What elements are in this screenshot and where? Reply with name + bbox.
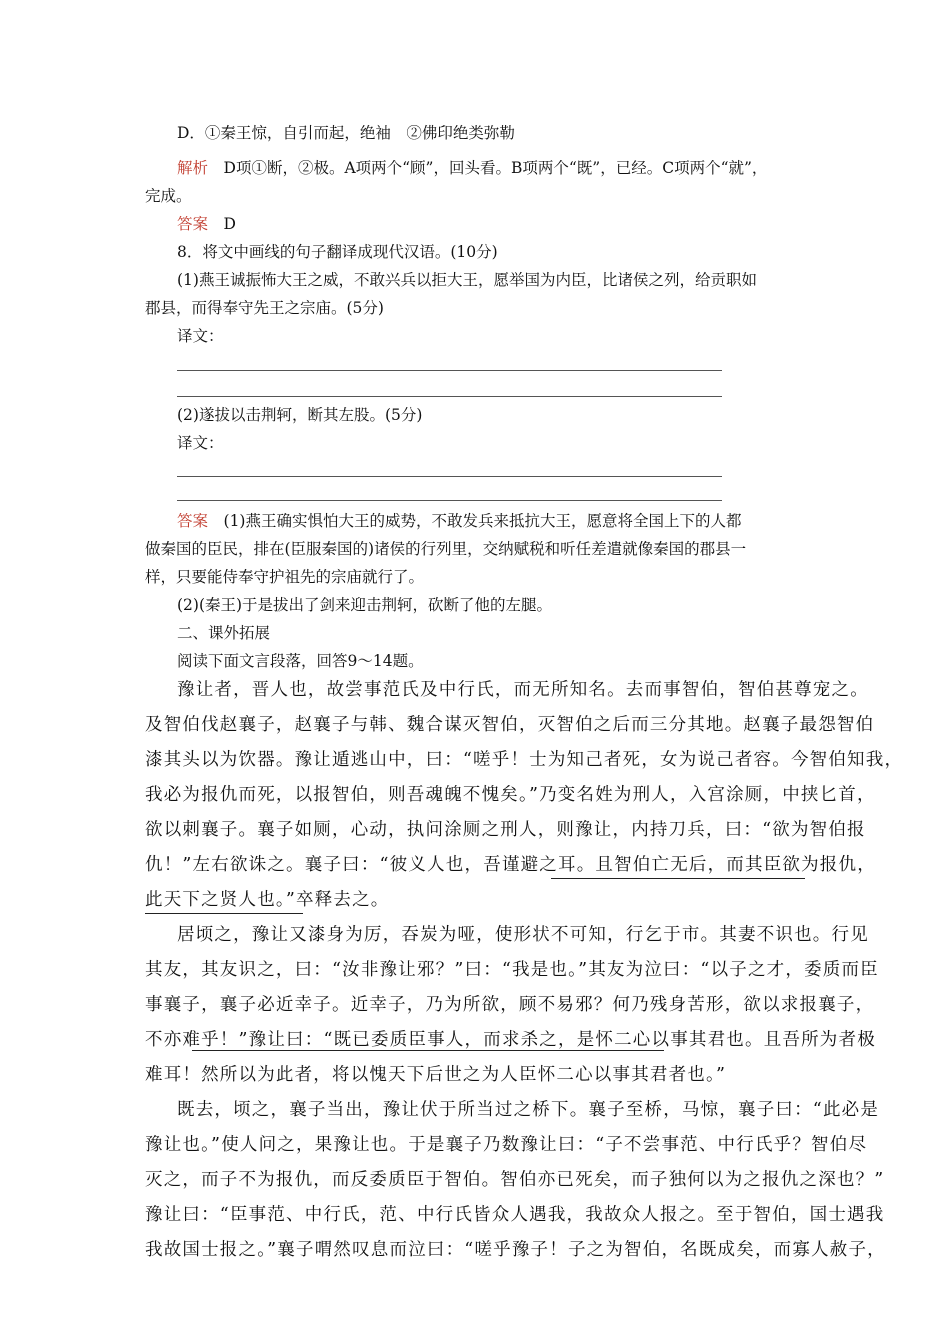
underlined-sentence: 此天下之贤人也。” — [145, 890, 296, 910]
answer-blank-line — [177, 500, 722, 501]
translation-label-1: 译文： — [177, 327, 224, 345]
answer-8-line-2: 做秦国的臣民，排在(臣服秦国的)诸侯的行列里，交纳赋税和听任差遣就像秦国的郡县一 — [145, 540, 747, 558]
passage-line: 豫让也。”使人问之，果豫让也。于是襄子乃数豫让曰：“子不尝事范、中行氏乎？智伯尽 — [145, 1135, 868, 1155]
question-8-sentence-1-line-1: (1)燕王诚振怖大王之威，不敢兴兵以拒大王，愿举国为内臣，比诸侯之列，给贡职如 — [177, 271, 757, 289]
section-heading: 二、课外拓展 — [177, 624, 271, 642]
underline-mark — [192, 1050, 664, 1051]
analysis-line-1 — [177, 157, 767, 179]
answer-blank-line — [177, 476, 722, 477]
analysis-text: D项①断，②极。A项两个“顾”，回头看。B项两个“既”，已经。C项两个“就”， — [208, 159, 768, 177]
answer-label: 答案 — [177, 215, 209, 233]
analysis-line-2: 完成。 — [145, 187, 192, 205]
analysis-label: 解析 — [177, 159, 209, 177]
question-8-sentence-1-line-2: 郡县，而得奉守先王之宗庙。(5分) — [145, 299, 384, 317]
passage-text: 仇！”左右欲诛之。襄子曰：“彼义人也，吾谨避之耳。 — [145, 855, 596, 875]
passage-line — [145, 1062, 726, 1088]
answer-8-line-1 — [177, 510, 741, 532]
question-8-title: 8．将文中画线的句子翻译成现代汉语。(10分) — [177, 243, 498, 261]
passage-line: 事襄子，襄子必近幸子。近幸子，乃为所欲，顾不易邪？何乃残身苦形，欲以求报襄子， — [145, 995, 875, 1015]
answer-text: (1)燕王确实惧怕大王的威势，不敢发兵来抵抗大王，愿意将全国上下的人都 — [208, 512, 742, 530]
underline-mark — [551, 878, 805, 879]
passage-text: ” — [715, 1065, 727, 1085]
passage-line: 豫让者，晋人也，故尝事范氏及中行氏，而无所知名。去而事智伯，智伯甚尊宠之。 — [177, 680, 869, 700]
question-8-sentence-2: (2)遂拔以击荆轲，断其左股。(5分) — [177, 406, 423, 424]
answer-blank-line — [177, 370, 722, 371]
passage-line: 既去，顷之，襄子当出，豫让伏于所当过之桥下。襄子至桥，马惊，襄子曰：“此必是 — [177, 1100, 880, 1120]
passage-line: 其友，其友识之，曰：“汝非豫让邪？”曰：“我是也。”其友为泣曰：“以子之才，委质而臣 — [145, 960, 879, 980]
answer-value: D — [208, 215, 236, 233]
underlined-sentence: 然所以为此者，将以愧天下后世之为人臣怀二心以事其君者也。 — [201, 1065, 716, 1085]
passage-line: 居顷之，豫让又漆身为厉，吞炭为哑，使形状不可知，行乞于市。其妻不识也。行见 — [177, 925, 869, 945]
translation-label-2: 译文： — [177, 434, 224, 452]
passage-line: 豫让曰：“臣事范、中行氏，范、中行氏皆众人遇我，我故众人报之。至于智伯，国士遇我 — [145, 1205, 885, 1225]
passage-line: 不亦难乎！”豫让曰：“既已委质臣事人，而求杀之，是怀二心以事其君也。且吾所为者极 — [145, 1030, 876, 1050]
passage-line: 灭之，而子不为报仇，而反委质臣于智伯。智伯亦已死矣，而子独何以为之报仇之深也？” — [145, 1170, 885, 1190]
question-7-option-d: D．①秦王惊，自引而起，绝袖 ②佛印绝类弥勒 — [177, 124, 515, 142]
passage-line: 欲以刺襄子。襄子如厕，心动，执问涂厕之刑人，则豫让，内持刀兵，曰：“欲为智伯报 — [145, 820, 866, 840]
answer-8-line-4: (2)(秦王)于是拔出了剑来迎击荆轲，砍断了他的左腿。 — [177, 596, 553, 614]
passage-text: 难耳！ — [145, 1065, 202, 1085]
passage-text: 卒释去之。 — [296, 890, 390, 910]
underline-mark — [145, 913, 303, 914]
passage-line: 漆其头以为饮器。豫让遁逃山中，曰：“嗟乎！士为知己者死，女为说己者容。今智伯知我， — [145, 750, 904, 770]
answer-7 — [177, 213, 236, 235]
answer-blank-line — [177, 396, 722, 397]
passage-line — [145, 852, 876, 878]
underlined-sentence: 且智伯亡无后，而其臣欲为报仇， — [595, 855, 876, 875]
passage-line: 我必为报仇而死，以报智伯，则吾魂魄不愧矣。”乃变名姓为刑人，入宫涂厕，中挟匕首， — [145, 785, 876, 805]
answer-label: 答案 — [177, 512, 209, 530]
reading-instruction: 阅读下面文言段落，回答9～14题。 — [177, 652, 424, 670]
answer-8-line-3: 样，只要能侍奉守护祖先的宗庙就行了。 — [145, 568, 425, 586]
passage-line: 及智伯伐赵襄子，赵襄子与韩、魏合谋灭智伯，灭智伯之后而三分其地。赵襄子最怨智伯 — [145, 715, 875, 735]
passage-line: 我故国士报之。”襄子喟然叹息而泣曰：“嗟乎豫子！子之为智伯，名既成矣，而寡人赦子， — [145, 1240, 886, 1260]
passage-line — [145, 887, 390, 913]
